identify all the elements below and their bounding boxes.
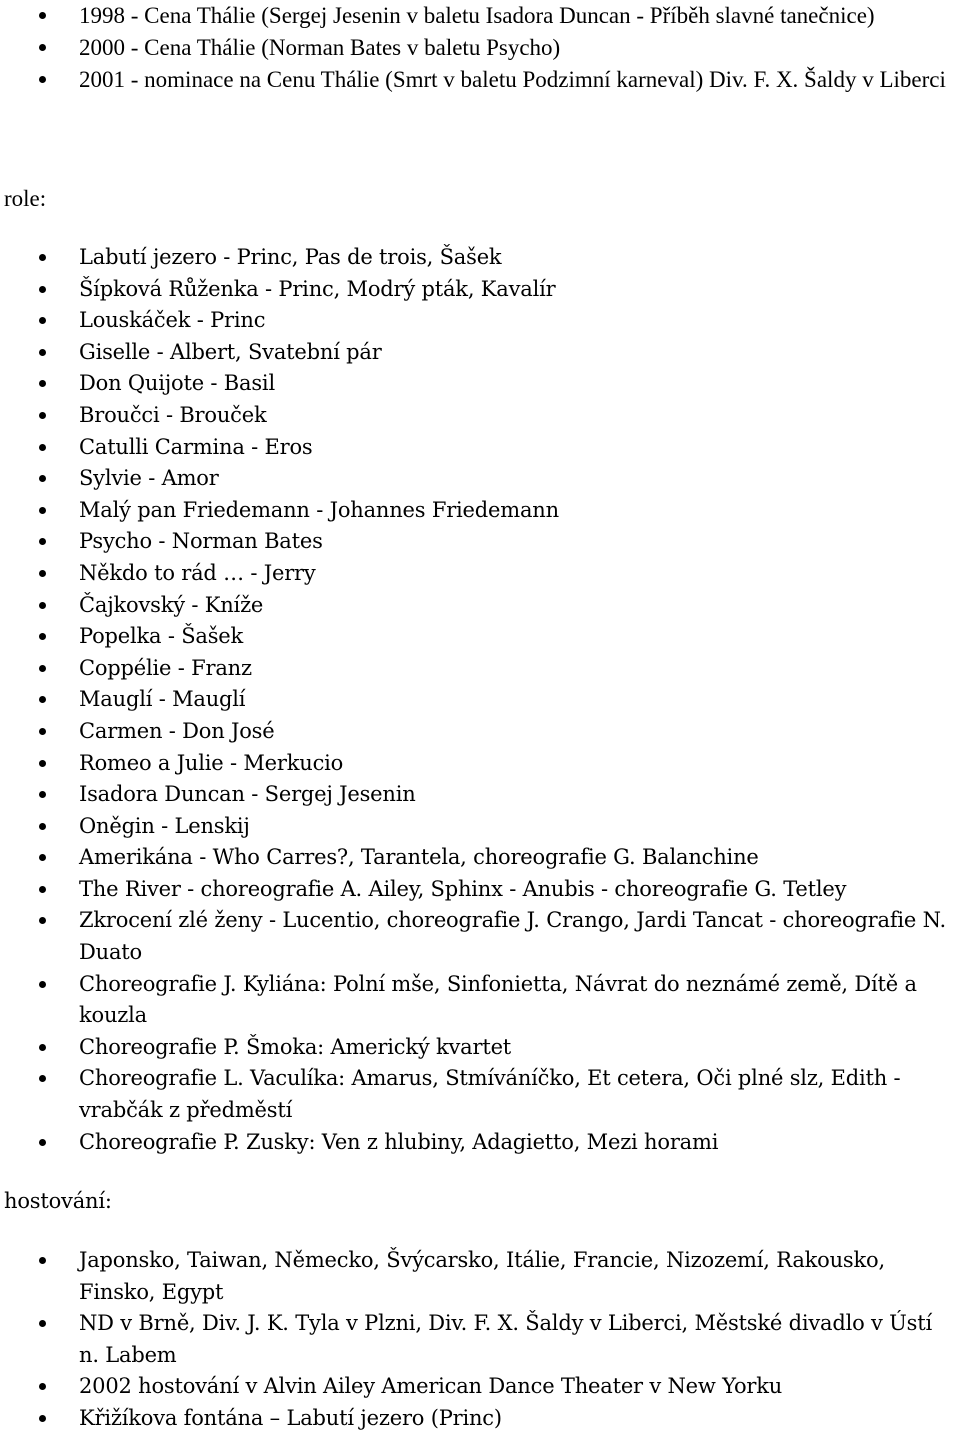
role-text: Carmen - Don José: [79, 718, 275, 743]
bullet-icon: [39, 12, 46, 19]
role-text: Psycho - Norman Bates: [79, 529, 323, 554]
role-text: Čajkovský - Kníže: [79, 592, 264, 617]
role-item: [0, 463, 960, 495]
role-item: [0, 432, 960, 464]
bullet-icon: [39, 317, 46, 324]
role-item: [0, 590, 960, 622]
role-item: [0, 242, 960, 274]
role-item: [0, 779, 960, 811]
role-text: Sylvie - Amor: [79, 466, 219, 491]
role-item: [0, 748, 960, 780]
role-item: [0, 874, 960, 906]
role-item: [0, 621, 960, 653]
bullet-icon: [39, 507, 46, 514]
role-text: Šípková Růženka - Princ, Modrý pták, Kavalír: [79, 276, 556, 301]
bullet-icon: [39, 1415, 46, 1422]
role-text: Někdo to rád … - Jerry: [79, 560, 316, 585]
role-text: Choreografie L. Vaculíka: Amarus, Stmíváníčko, Et cetera, Oči plné slz, Edith - vrabčák z předměstí: [79, 1066, 901, 1123]
bullet-icon: [39, 886, 46, 893]
role-text: Choreografie P. Šmoka: Americký kvartet: [79, 1034, 512, 1059]
guest-item: [0, 1403, 960, 1435]
awards-list: [0, 0, 960, 96]
role-item: [0, 274, 960, 306]
bullet-icon: [39, 44, 46, 51]
guest-heading: hostování:: [4, 1189, 112, 1213]
guest-text: Křižíkova fontána – Labutí jezero (Princ): [79, 1405, 502, 1430]
award-text: 2001 - nominace na Cenu Thálie (Smrt v baletu Podzimní karneval) Div. F. X. Šaldy v Liberci: [79, 67, 946, 92]
bullet-icon: [39, 570, 46, 577]
role-text: Broučci - Brouček: [79, 402, 267, 427]
role-text: Isadora Duncan - Sergej Jesenin: [79, 782, 416, 807]
bullet-icon: [39, 633, 46, 640]
roles-heading: role:: [4, 186, 47, 211]
bullet-icon: [39, 728, 46, 735]
role-item: [0, 337, 960, 369]
role-text: Don Quijote - Basil: [79, 371, 275, 396]
award-item: [0, 0, 960, 32]
bullet-icon: [39, 475, 46, 482]
role-item: [0, 716, 960, 748]
role-item: [0, 969, 960, 1032]
award-text: 2000 - Cena Thálie (Norman Bates v baletu Psycho): [79, 35, 561, 60]
guest-text: 2002 hostování v Alvin Ailey American Dance Theater v New Yorku: [79, 1374, 783, 1399]
role-item: [0, 558, 960, 590]
guest-list: [0, 1245, 960, 1435]
role-text: The River - choreografie A. Ailey, Sphinx - Anubis - choreografie G. Tetley: [79, 876, 847, 901]
role-text: Labutí jezero - Princ, Pas de trois, Šašek: [79, 245, 502, 269]
guest-item: [0, 1371, 960, 1403]
role-text: Popelka - Šašek: [79, 624, 244, 649]
role-item: [0, 495, 960, 527]
bullet-icon: [39, 696, 46, 703]
bullet-icon: [39, 538, 46, 545]
bullet-icon: [39, 1257, 46, 1264]
bullet-icon: [39, 1044, 46, 1051]
bullet-icon: [39, 1320, 46, 1327]
role-text: Choreografie P. Zusky: Ven z hlubiny, Adagietto, Mezi horami: [79, 1129, 719, 1154]
award-item: [0, 32, 960, 64]
bullet-icon: [39, 1383, 46, 1390]
role-item: [0, 653, 960, 685]
role-text: Louskáček - Princ: [79, 308, 266, 333]
role-item: [0, 811, 960, 843]
role-item: [0, 842, 960, 874]
role-text: Giselle - Albert, Svatební pár: [79, 339, 382, 364]
bullet-icon: [39, 380, 46, 387]
role-item: [0, 526, 960, 558]
bullet-icon: [39, 444, 46, 451]
guest-item: [0, 1308, 960, 1371]
role-text: Choreografie J. Kyliána: Polní mše, Sinfonietta, Návrat do neznámé země, Dítě a kouzla: [79, 971, 917, 1028]
role-item: [0, 1032, 960, 1064]
role-item: [0, 1063, 960, 1126]
role-text: Catulli Carmina - Eros: [79, 434, 313, 459]
bullet-icon: [39, 823, 46, 830]
bullet-icon: [39, 917, 46, 924]
role-item: [0, 1127, 960, 1159]
bullet-icon: [39, 760, 46, 767]
role-item: [0, 905, 960, 968]
role-text: Malý pan Friedemann - Johannes Friedemann: [79, 497, 559, 522]
guest-text: Japonsko, Taiwan, Německo, Švýcarsko, Itálie, Francie, Nizozemí, Rakousko, Finsko, Egypt: [79, 1248, 885, 1304]
bullet-icon: [39, 981, 46, 988]
bullet-icon: [39, 412, 46, 419]
role-text: Zkrocení zlé ženy - Lucentio, choreografie J. Crango, Jardi Tancat - choreografie N. Duato: [79, 908, 946, 965]
role-text: Romeo a Julie - Merkucio: [79, 750, 344, 775]
bullet-icon: [39, 254, 46, 261]
role-text: Oněgin - Lenskij: [79, 813, 250, 838]
bullet-icon: [39, 349, 46, 356]
bullet-icon: [39, 791, 46, 798]
bullet-icon: [39, 1075, 46, 1082]
guest-item: [0, 1245, 960, 1308]
award-item: [0, 64, 960, 96]
guest-text: ND v Brně, Div. J. K. Tyla v Plzni, Div. F. X. Šaldy v Liberci, Městské divadlo v Ústí n. Labem: [79, 1311, 932, 1367]
roles-list: [0, 242, 960, 1158]
role-item: [0, 400, 960, 432]
bullet-icon: [39, 76, 46, 83]
role-text: Amerikána - Who Carres?, Tarantela, choreografie G. Balanchine: [79, 845, 759, 870]
bullet-icon: [39, 602, 46, 609]
award-text: 1998 - Cena Thálie (Sergej Jesenin v baletu Isadora Duncan - Příběh slavné tanečnice): [79, 3, 875, 28]
bullet-icon: [39, 286, 46, 293]
role-text: Coppélie - Franz: [79, 655, 252, 680]
bullet-icon: [39, 665, 46, 672]
role-text: Mauglí - Mauglí: [79, 687, 246, 712]
role-item: [0, 684, 960, 716]
bullet-icon: [39, 1139, 46, 1146]
role-item: [0, 305, 960, 337]
bullet-icon: [39, 854, 46, 861]
role-item: [0, 368, 960, 400]
